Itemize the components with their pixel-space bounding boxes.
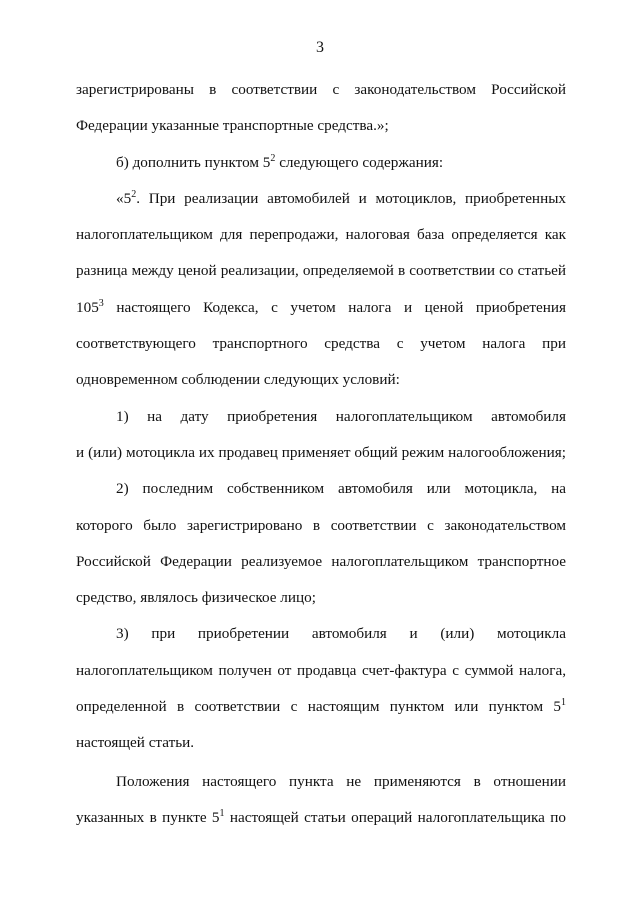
text-line: соответствующего транспортного средства с учетом налога при [76,335,566,353]
text-line: «$5^2$. При реализации автомобилей и мотоциклов, приобретенных [116,188,566,207]
text-line: Федерации указанные транспортные средства.»; [76,117,389,135]
document-body [76,72,566,836]
text-line: 3) при приобретении автомобиля и (или) мотоцикла [116,625,566,643]
text-line: налогоплательщиком получен от продавца счет-фактура с суммой налога, [76,661,566,679]
text-line: налогоплательщиком для перепродажи, налоговая база определяется как [76,226,566,244]
page-number: 3 [316,39,324,56]
text-line: Положения настоящего пункта не применяются в отношении [116,772,566,790]
text-line: одновременном соблюдении следующих условий: [76,371,400,389]
text-line: определенной в соответствии с настоящим пунктом или пунктом $5^1$ [76,697,566,716]
text-line: 1) на дату приобретения налогоплательщиком автомобиля [116,407,566,425]
text-line: средство, являлось физическое лицо; [76,589,316,607]
text-line: б) дополнить пунктом $5^2$ следующего содержания: [116,152,444,171]
text-line: которого было зарегистрировано в соответствии с законодательством [76,516,566,534]
text-line: настоящей статьи. [76,734,195,752]
text-line: указанных в пункте $5^1$ настоящей статьи операций налогоплательщика по [76,807,566,826]
text-line: Российской Федерации реализуемое налогоплательщиком транспортное [76,552,566,570]
text-line: 2) последним собственником автомобиля или мотоцикла, на [116,480,566,498]
text-line: зарегистрированы в соответствии с законодательством Российской [76,81,566,98]
text-line: и (или) мотоцикла их продавец применяет общий режим налогообложения; [76,443,566,461]
text-line: разница между ценой реализации, определяемой в соответствии со статьей [76,262,566,280]
text-line: $105^3$ настоящего Кодекса, с учетом налога и ценой приобретения [76,297,566,316]
